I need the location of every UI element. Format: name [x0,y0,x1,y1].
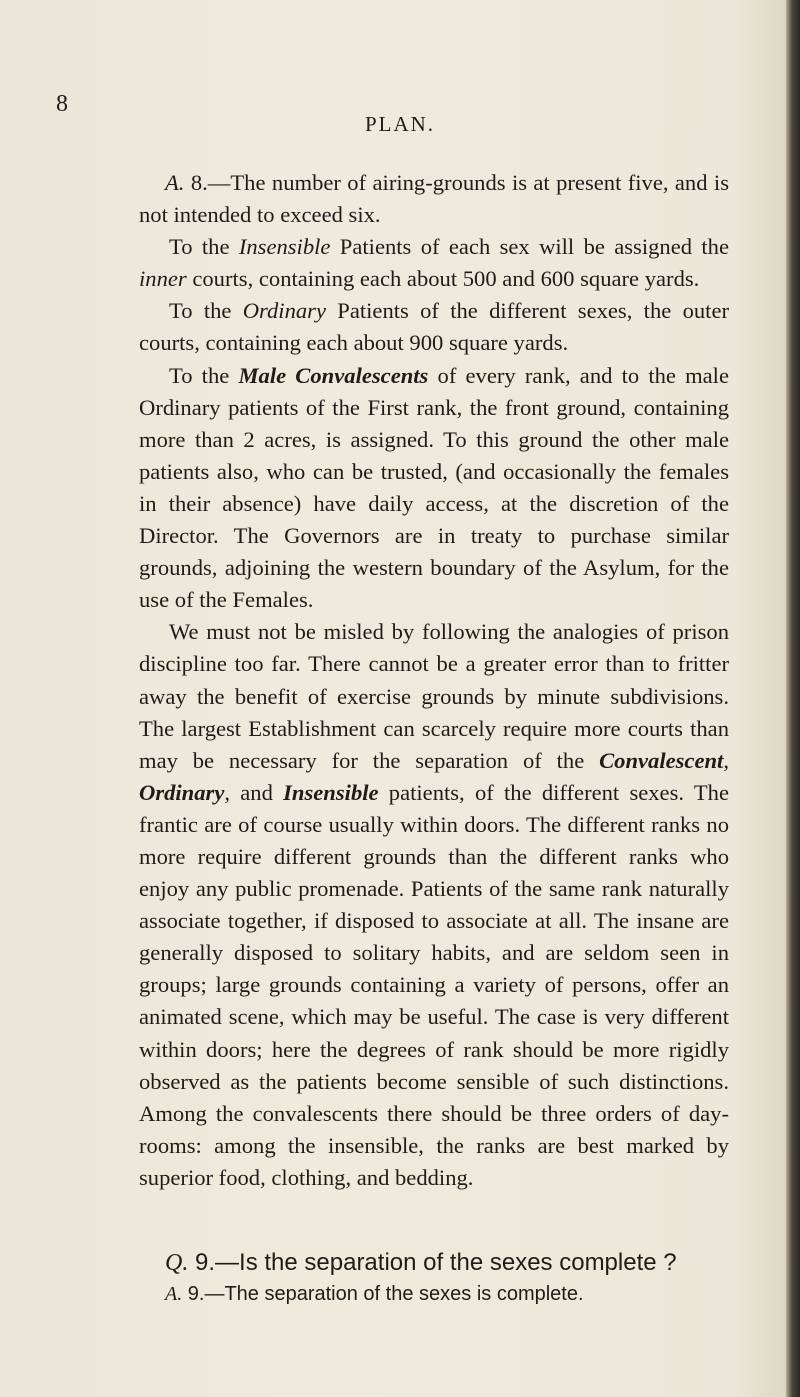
answer-label: A. [165,1283,183,1305]
running-head: PLAN. [364,112,436,136]
text-segment: Patients of the different sexes, the outer courts, containing each about 900 square yards. [139,298,729,356]
question-9 [165,1248,735,1278]
emphasis-ordinary-2: Ordinary [139,779,225,805]
text-segment: To the [169,234,239,260]
text-segment: To the [169,362,239,388]
paragraph-ordinary [139,295,729,359]
emphasis-inner: inner [139,266,187,292]
answer-9 [165,1281,735,1307]
text-segment: of every rank, and to the male Ordinary patients of the First rank, the front ground, containing more than 2 acres, is assigned. To this ground the other male patients also, who can be trusted, (and occasionally the females in their absence) have daily access, at the discretion of the Director. The Governors are in treaty to purchase similar grounds, adjoining the western boundary of the Asylum, for the use of the Females. [139,362,729,613]
emphasis-convalescent: Convalescent [599,747,724,773]
text-segment: , [723,747,729,773]
text-segment: , and [224,779,284,805]
text-segment: patients, of the different sexes. The frantic are of course usually within doors. The different ranks no more require different grounds than the different ranks who enjoy any public promenade. Patients of the same rank naturally associate together, if disposed to associate at all. The insane are generally disposed to solitary habits, and are seldom seen in groups; large grounds containing a variety of persons, offer an animated scene, which may be useful. The case is very different within doors; here the degrees of rank should be more rigidly observed as the patients become sensible of such distinctions. Among the convalescents there should be three orders of day-rooms: among the insensible, the ranks are best marked by superior food, clothing, and bedding. [139,779,729,1190]
paragraph-answer-8 [139,167,729,231]
answer-label: A. [165,170,185,195]
page-number: 8 [56,91,68,117]
body-text [139,167,729,1194]
question-label: Q. [165,1250,189,1276]
paragraph-prison-discipline [139,616,729,1194]
text-segment: To the [169,298,243,324]
emphasis-male-convalescents: Male Convalescents [238,362,429,388]
text-segment: courts, containing each about 500 and 600 square yards. [186,266,700,292]
paragraph-insensible [139,231,729,295]
emphasis-insensible-2: Insensible [283,779,379,805]
paragraph-convalescents [139,360,729,617]
page-binding-edge [786,0,800,1397]
answer-text: 9.—The separation of the sexes is complete. [182,1283,584,1305]
emphasis-ordinary: Ordinary [242,298,326,324]
text-segment: We must not be misled by following the analogies of prison discipline too far. There cannot be a greater error than to fritter away the benefit of exercise grounds by minute subdivisions. The largest Establishment can scarcely require more courts than may be necessary for the separation of the [139,619,729,773]
question-text: 9.—Is the separation of the sexes complete ? [188,1249,677,1276]
emphasis-insensible: Insensible [238,234,331,260]
text-segment: Patients of each sex will be assigned the [330,234,730,260]
paragraph-text: 8.—The number of airing-grounds is at present five, and is not intended to exceed six. [139,170,729,228]
